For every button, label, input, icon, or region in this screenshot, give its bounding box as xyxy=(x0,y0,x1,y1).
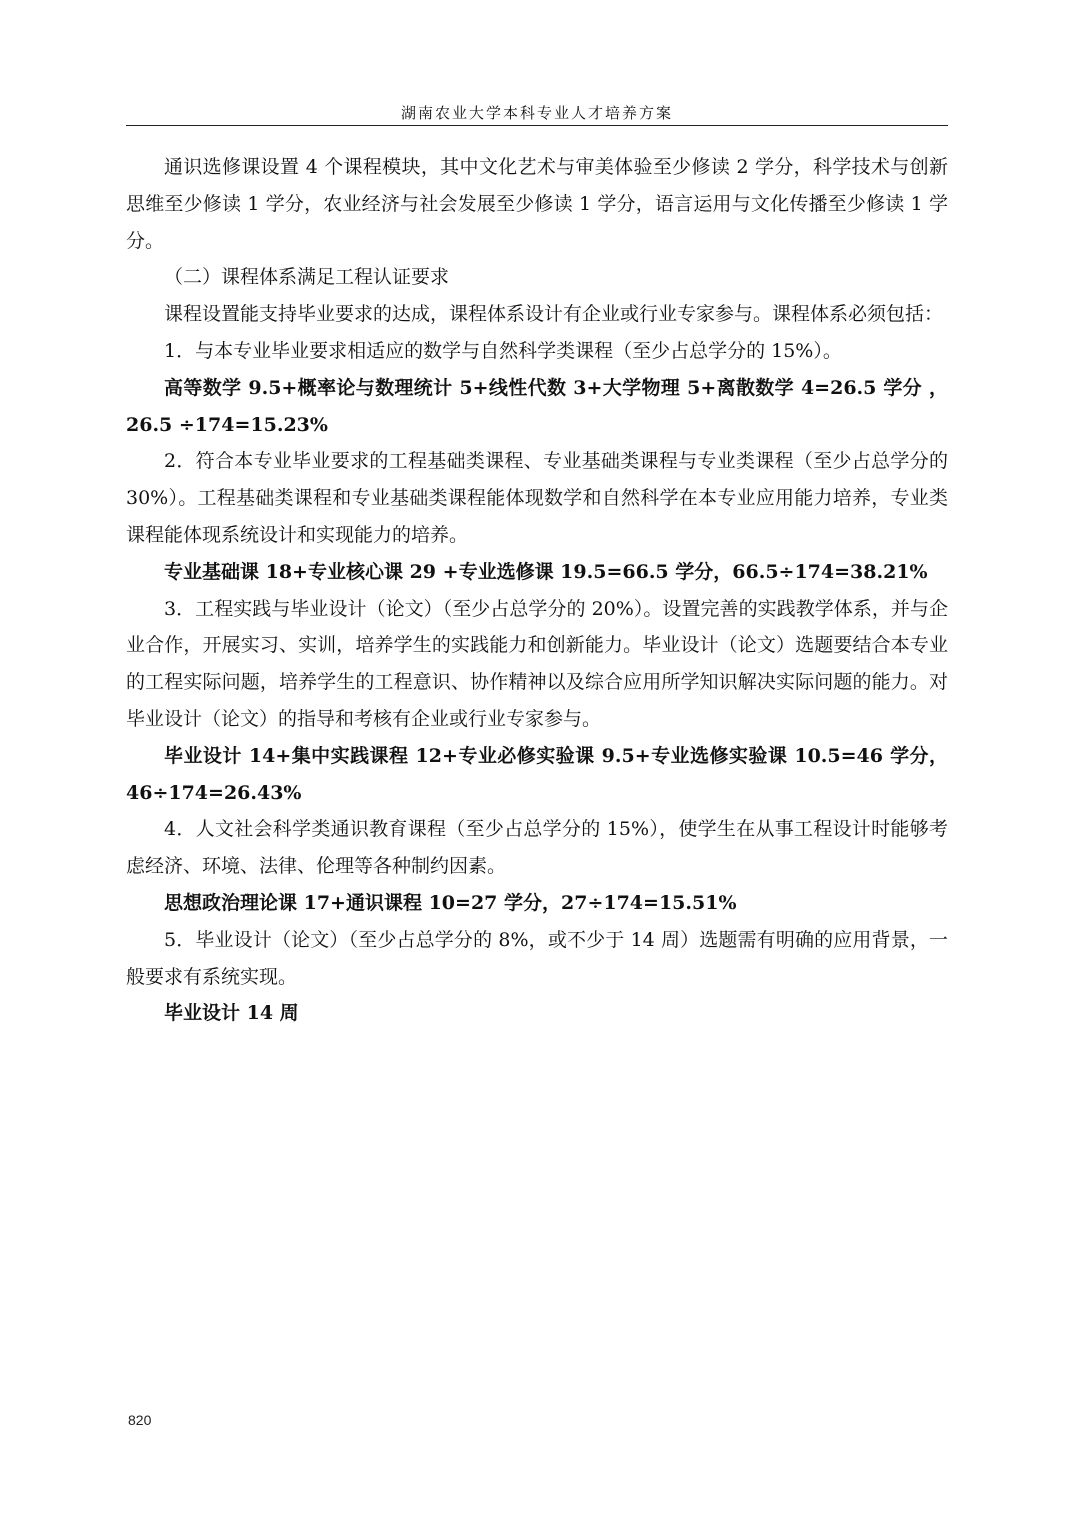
requirement-item-5: 5．毕业设计（论文）（至少占总学分的 8%，或不少于 14 周）选题需有明确的应用背景，一般要求有系统实现。 xyxy=(126,928,948,988)
credit-calculation-professional: 专业基础课 18+专业核心课 29 +专业选修课 19.5=66.5 学分，66.5÷174=38.21% xyxy=(164,560,928,583)
header-divider xyxy=(126,125,948,126)
credit-calculation-humanities: 思想政治理论课 17+通识课程 10=27 学分，27÷174=15.51% xyxy=(164,891,737,914)
credit-calculation-practice: 毕业设计 14+集中实践课程 12+专业必修实验课 9.5+专业选修实验课 10.5=46 学分，46÷174=26.43% xyxy=(126,744,948,804)
paragraph-elective-modules: 通识选修课设置 4 个课程模块，其中文化艺术与审美体验至少修读 2 学分，科学技术与创新思维至少修读 1 学分，农业经济与社会发展至少修读 1 学分，语言运用与文化传播至少修读 1 学分。 xyxy=(126,156,948,252)
page-number: 820 xyxy=(128,1412,152,1428)
credit-calculation-thesis: 毕业设计 14 周 xyxy=(164,1002,299,1025)
requirement-item-4: 4．人文社会科学类通识教育课程（至少占总学分的 15%），使学生在从事工程设计时能够考虑经济、环境、法律、伦理等各种制约因素。 xyxy=(126,818,948,878)
requirement-item-2: 2．符合本专业毕业要求的工程基础类课程、专业基础类课程与专业类课程（至少占总学分的 30%）。工程基础类课程和专业基础类课程能体现数学和自然科学在本专业应用能力培养，专业类课程能体现系统设计和实现能力的培养。 xyxy=(126,450,948,546)
requirement-item-1: 1．与本专业毕业要求相适应的数学与自然科学类课程（至少占总学分的 15%）。 xyxy=(164,339,842,362)
credit-calculation-math-science: 高等数学 9.5+概率论与数理统计 5+线性代数 3+大学物理 5+离散数学 4=26.5 学分 ，26.5 ÷174=15.23% xyxy=(126,376,948,436)
document-body xyxy=(126,149,948,1032)
requirement-item-3: 3．工程实践与毕业设计（论文）（至少占总学分的 20%）。设置完善的实践教学体系，并与企业合作，开展实习、实训，培养学生的实践能力和创新能力。毕业设计（论文）选题要结合本专业的工程实际问题，培养学生的工程意识、协作精神以及综合应用所学知识解决实际问题的能力。对毕业设计（论文）的指导和考核有企业或行业专家参与。 xyxy=(126,597,948,730)
paragraph-curriculum-requirements: 课程设置能支持毕业要求的达成，课程体系设计有企业或行业专家参与。课程体系必须包括： xyxy=(164,303,944,326)
running-header: 湖南农业大学本科专业人才培养方案 xyxy=(400,104,673,122)
section-heading-curriculum-certification: （二）课程体系满足工程认证要求 xyxy=(164,266,450,289)
